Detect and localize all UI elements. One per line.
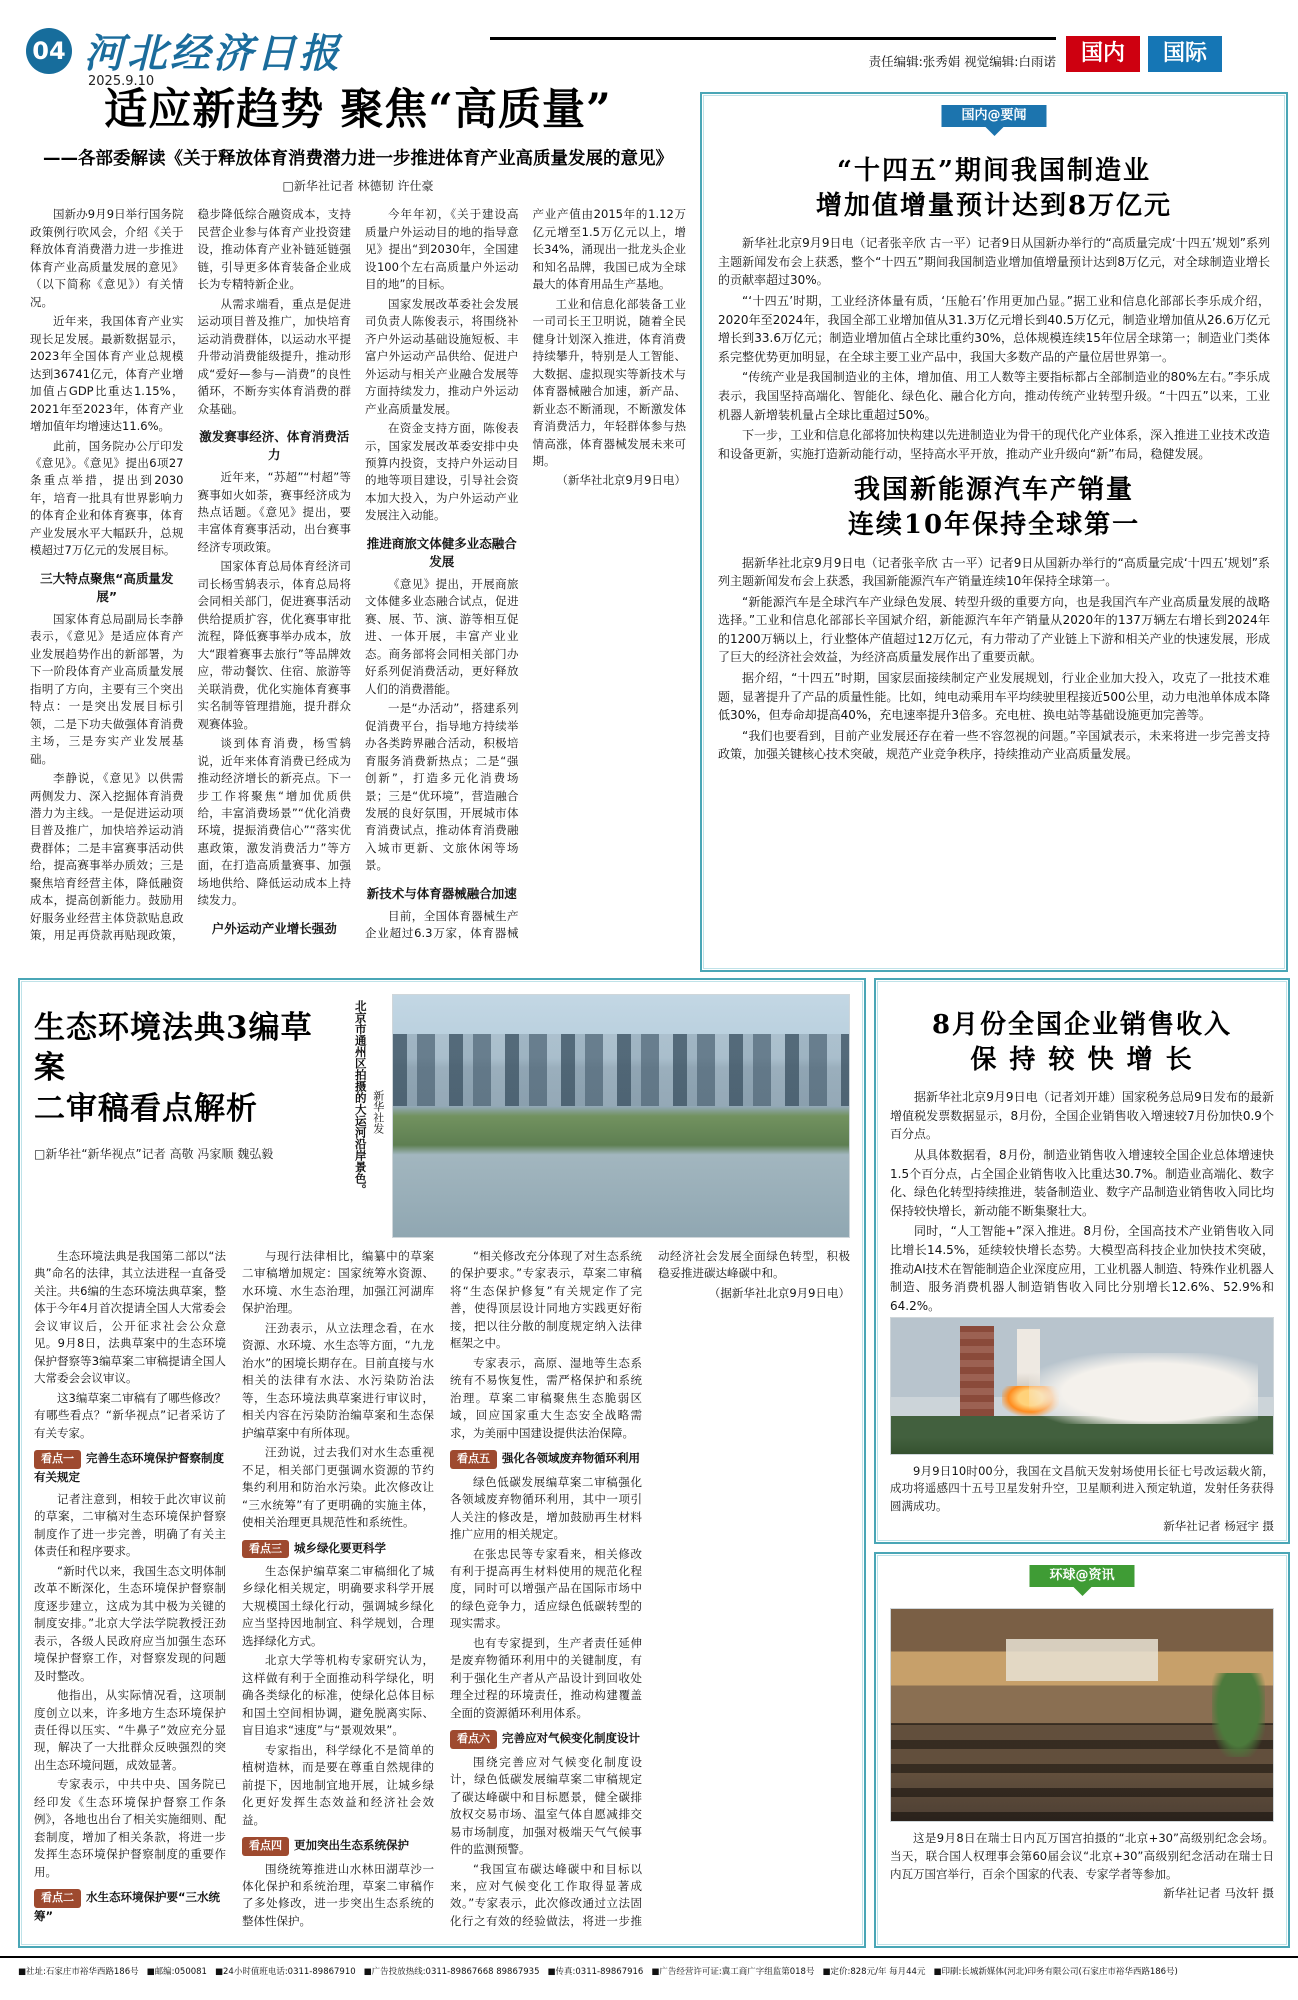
paragraph: 在资金支持方面，陈俊表示，国家发展改革委安排中央预算内投资，支持户外运动目的地等项目建设，引导社会资本加大投入，为户外运动产业发展注入动能。 — [365, 421, 519, 523]
paragraph: “相关修改充分体现了对生态系统的保护要求。”专家表示，草案二审稿将“生态保护修复”有关规定作了完善，使得顶层设计同地方实践更好衔接，把以往分散的制度规定纳入法律框架之中。 — [450, 1249, 642, 1351]
paragraph: 北京大学等机构专家研究认为，这样做有利于全面推动科学绿化，明确各类绿化的标准，使绿化总体目标和国土空间相协调，避免脱离实际、盲目追求“速度”与“景观效果”。 — [242, 1653, 434, 1738]
paragraph: 目前，全国体育器械生产企业超过6.3万家，体育器械产业产值由2015年的1.12万亿元增至1.5万亿元以上，增长34%，涌现出一批龙头企业和知名品牌，我国已成为全球最大的体育用品生产基地。 — [365, 207, 686, 941]
paragraph: 谈到体育消费，杨雪鸫说，近年来体育消费已经成为推动经济增长的新亮点。下一步工作将聚焦“增加优质供给，丰富消费场景”“优化消费环境，提振消费信心”“落实优惠政策，激发消费活力”等方面，在打造高质量赛事、加强场地供给、降低运动成本上持续发力。 — [197, 736, 351, 908]
eco-headline-block — [34, 994, 334, 1238]
marker-title: 更加突出生态系统保护 — [294, 1838, 409, 1853]
lookpoint-marker — [242, 1540, 434, 1559]
marker-title: 完善应对气候变化制度设计 — [502, 1731, 640, 1746]
footer-item: ■邮编:050081 — [146, 1967, 207, 1977]
main-article-body — [30, 206, 686, 952]
marker-label: 看点二 — [34, 1889, 81, 1908]
domestic-news-box — [700, 92, 1288, 972]
lookpoint-marker — [450, 1450, 642, 1469]
eco-byline: □新华社“新华视点”记者 高敬 冯家顺 魏弘毅 — [34, 1146, 274, 1161]
paragraph: 近年来，“苏超”“村超”等赛事如火如荼，赛事经济成为热点话题。《意见》提出，要丰富体育赛事活动，出台赛事经济专项政策。 — [197, 470, 351, 554]
section-subhead: 三大特点聚焦“高质量发展” — [40, 570, 174, 604]
footer-item: ■广告经营许可证:冀工商广字组监第018号 — [651, 1967, 815, 1977]
paragraph: 生态保护编草案二审稿细化了城乡绿化相关规定，明确要求科学开展大规模国土绿化行动，强调城乡绿化应当坚持因地制宜、科学规划，合理选择绿化方式。 — [242, 1564, 434, 1648]
paragraph: 生态环境法典是我国第二部以“法典”命名的法律，其立法进程一直备受关注。共6编的生态环境法典草案，整体于今年4月首次提请全国人大常委会会议审议后，公开征求社会公众意见。9月8日，法典草案中的生态环境保护督察等3编草案二审稿提请全国人大常委会会议审议。 — [34, 1249, 226, 1386]
paragraph: 新华社北京9月9日电（记者张辛欣 古一平）记者9日从国新办举行的“高质量完成‘十四五’规划”系列主题新闻发布会上获悉，整个“十四五”期间我国制造业增加值增量预计达到8万亿元，对全球制造业增长的贡献率超过30%。 — [718, 236, 1270, 288]
paragraph: 专家表示，高原、湿地等生态系统有不易恢复性，需严格保护和系统治理。草案二审稿聚焦生态脆弱区域，回应国家重大生态安全战略需求，为美丽中国建设提供法治保障。 — [450, 1355, 642, 1440]
rocket-caption-block — [890, 1463, 1274, 1534]
paragraph: 《意见》提出，开展商旅文体健多业态融合试点，促进赛、展、节、演、游等相互促进、一体开展，丰富产业业态。商务部将会同相关部门办好系列促消费活动，更好释放人们的消费潜能。 — [365, 576, 519, 696]
title-line: 8月份全国企业销售收入 — [931, 1010, 1233, 1040]
global-info-box — [874, 1552, 1290, 1948]
lookpoint-marker — [450, 1730, 642, 1749]
publication-date: 2025.9.10 — [88, 74, 155, 89]
rocket-launch-photo — [890, 1317, 1274, 1454]
marker-label: 看点一 — [34, 1450, 81, 1469]
main-headline: 适应新趋势 聚焦“高质量” — [104, 85, 612, 135]
paragraph: 与现行法律相比，编纂中的草案二审稿增加规定：国家统筹水资源、水环境、水生态治理，加强江河湖库保护治理。 — [242, 1249, 434, 1316]
paragraph: 专家表示，中共中央、国务院已经印发《生态环境保护督察工作条例》，各地也出台了相关实施细则、配套制度，增加了相关条款，将进一步发挥生态环境保护督察制度的重要作用。 — [34, 1777, 226, 1879]
marker-label: 看点三 — [242, 1540, 289, 1559]
lookpoint-marker — [34, 1889, 226, 1925]
tab-international: 国际 — [1148, 36, 1222, 72]
vertical-caption-strip — [344, 994, 392, 1238]
eco-photo-area — [344, 994, 850, 1238]
main-article — [30, 86, 686, 952]
footer-item: ■24小时值班电话:0311-89867910 — [214, 1967, 356, 1977]
photo-credit: 新华社发 — [371, 1090, 385, 1134]
paragraph: 据介绍，“十四五”时期，国家层面接续制定产业发展规划，行业企业加大投入，攻克了一批技术难题，显著提升了产品的质量性能。比如，纯电动乘用车平均续驶里程接近500公里，动力电池单体成本降低30%，但寿命却提高40%，充电速率提升3倍多。充电桩、换电站等基础设施更加完善等。 — [718, 671, 1270, 723]
section-tabs — [1066, 36, 1222, 72]
title-line: 连续10年保持全球第一 — [847, 510, 1141, 541]
lookpoint-marker — [34, 1450, 226, 1486]
paragraph: “传统产业是我国制造业的主体，增加值、用工人数等主要指标都占全部制造业的80%左右。”李乐成表示，我国坚持高端化、智能化、绿色化、融合化方向，推动传统产业转型升级。“十四五”以来，工业机器人新增装机量占全球比重超过50%。 — [718, 370, 1270, 422]
footer-item: ■印刷:长城新媒体(河北)印务有限公司(石家庄市裕华西路186号) — [933, 1967, 1178, 1977]
marker-title: 完善生态环境保护督察制度有关规定 — [34, 1451, 224, 1484]
photo-credit: 新华社记者 马汝轩 摄 — [1163, 1886, 1274, 1901]
badge-label: 国内@要闻 — [941, 105, 1046, 127]
paragraph: 也有专家提到，生产者责任延伸是废弃物循环利用中的关键制度，有利于强化生产者从产品设计到回收处理全过程的环境责任，推动构建覆盖全面的资源循环利用体系。 — [450, 1635, 642, 1720]
marker-title: 城乡绿化要更科学 — [294, 1540, 386, 1555]
paragraph: 围绕统筹推进山水林田湖草沙一体化保护和系统治理，草案二审稿作了多处修改，进一步突出生态系统的整体性保护。 — [242, 1861, 434, 1928]
footer-item: ■广告投放热线:0311-89867668 89867935 — [363, 1967, 540, 1977]
footer-item: ■定价:828元/年 每月44元 — [822, 1967, 926, 1977]
marker-label: 看点六 — [450, 1730, 497, 1749]
article-title — [718, 473, 1270, 543]
footer-item: ■传真:0311-89867916 — [547, 1967, 644, 1977]
paragraph: 工业和信息化部装备工业一司司长王卫明说，随着全民健身计划深入推进，体育消费持续攀升，特别是人工智能、大数据、虚拟现实等新技术与体育器械融合加速，新产品、新业态不断涌现，不断激发体育消费活力，年轻群体参与热情高涨，体育器械发展未来可期。 — [532, 296, 686, 468]
article-title — [890, 1008, 1274, 1078]
photo-caption: 9月9日10时00分，我国在文昌航天发射场使用长征七号改运载火箭，成功将遥感四十五号卫星发射升空，卫星顺利进入预定轨道，发射任务获得圆满成功。 — [890, 1463, 1274, 1514]
paragraph: 围绕完善应对气候变化制度设计，绿色低碳发展编草案二审稿规定了碳达峰碳中和目标愿景，健全碳排放权交易市场、温室气体自愿减排交易市场制度，加强对极端天气气候事件的监测预警。 — [450, 1754, 642, 1857]
article-body — [890, 1088, 1274, 1315]
eco-article-body — [34, 1248, 850, 1934]
paragraph: 这3编草案二审稿有了哪些修改？有哪些看点？“新华视点”记者采访了有关专家。 — [34, 1390, 226, 1440]
paragraph: 据新华社北京9月9日电（记者刘开雄）国家税务总局9日发布的最新增值税发票数据显示，8月份，全国企业销售收入增速较7月份加快0.9个百分点。 — [890, 1090, 1274, 1142]
headline-line: 二审稿看点解析 — [34, 1090, 258, 1127]
newspaper-masthead: 河北经济日报 — [84, 30, 342, 77]
paragraph: “新时代以来，我国生态文明体制改革不断深化，生态环境保护督察制度逐步建立，这成为其中极为关键的制度安排。”北京大学法学院教授汪劲表示，各级人民政府应当加强生态环境保护督察工作，对督察发现的问题及时整改。 — [34, 1563, 226, 1683]
editors-line: 责任编辑:张秀娟 视觉编辑:白雨诺 — [868, 54, 1056, 69]
marker-title: 强化各领域废弃物循环利用 — [502, 1451, 640, 1466]
page-footer — [0, 1956, 1298, 2000]
page-number-badge: 04 — [26, 28, 72, 74]
badge-label: 环球@资讯 — [1029, 1565, 1134, 1587]
article-title — [718, 154, 1270, 224]
headline-line: 生态环境法典3编草案 — [34, 1010, 313, 1087]
paragraph: 下一步，工业和信息化部将加快构建以先进制造业为骨干的现代化产业体系，深入推进工业技术改造和设备更新，实施打造新动能行动，坚持高水平开放，推动产业升级向“新”布局，稳健发展。 — [718, 428, 1271, 461]
paragraph: 同时，“人工智能+”深入推进。8月份，全国高技术产业销售收入同比增长14.5%，延续较快增长态势。大模型高科技企业加快技术突破，推动AI技术在智能制造企业深度应用，工业机器人制造、特殊作业机器人制造、服务消费机器人制造销售收入同比分别增长12.6%、52.9%和64.2%。 — [890, 1224, 1274, 1313]
launch-tower-shape — [960, 1326, 994, 1415]
paragraph: “我国宣布碳达峰碳中和目标以来，应对气候变化工作取得显著成效。”专家表示，此次修改通过立法固化行之有效的经验做法，将进一步推动经济社会发展全面绿色转型，积极稳妥推进碳达峰碳中和。 — [450, 1249, 850, 1928]
lookpoint-marker — [242, 1837, 434, 1856]
smoke-shape — [1029, 1353, 1258, 1423]
eco-article-header — [34, 994, 850, 1238]
section-subhead: 户外运动产业增长强劲 — [211, 920, 337, 936]
footer-item: ■社址:石家庄市裕华西路186号 — [18, 1967, 139, 1977]
article-endnote: （新华社北京9月9日电） — [556, 473, 686, 488]
paragraph: 从具体数据看，8月份，制造业销售收入增速较全国企业总体增速快1.5个百分点，占全国企业销售收入比重达30.7%。制造业高端化、数字化、绿色化转型持续推进，装备制造业、数字产品制造业销售收入同比均保持较快增长，新动能不断集聚壮大。 — [890, 1147, 1275, 1218]
article-endnote: （据新华社北京9月9日电） — [708, 1285, 850, 1300]
paragraph: 从需求端看，重点是促进运动项目普及推广，加快培育运动消费群体，以运动水平提升带动消费能级提升，推动形成“爱好—参与—消费”的良性循环，不断夯实体育消费的群众基础。 — [197, 296, 351, 416]
city-skyline-shape — [393, 1034, 849, 1107]
paragraph: 一是“办活动”，搭建系列促消费平台，指导地方持续举办各类跨界融合活动，积极培育服务消费新热点；二是“强创新”，打造多元化消费场景；三是“优环境”，营造融合发展的良好氛围，开展城市体育消费试点，推动体育消费融入城市更新、文旅休闲等场景。 — [365, 701, 519, 873]
screen-shape — [1006, 1639, 1159, 1681]
section-subhead: 推进商旅文体健多业态融合发展 — [366, 535, 517, 569]
article-body — [718, 554, 1270, 765]
conference-photo — [890, 1608, 1274, 1822]
paragraph: 今年年初，《关于建设高质量户外运动目的地的指导意见》提出“到2030年，全国建设100个左右高质量户外运动目的地”的目标。 — [365, 207, 519, 292]
article-body — [718, 234, 1270, 463]
paragraph: 国家体育总局副局长李静表示，《意见》是适应体育产业发展趋势作出的新部署，为下一阶段体育产业高质量发展指明了方向，主要有三个突出特点：一是突出发展目标引领，二是下功夫做强体育消费主场，三是夯实产业发展基础。 — [30, 611, 184, 766]
marker-title: 水生态环境保护要“三水统筹” — [34, 1890, 221, 1923]
paragraph: 据新华社北京9月9日电（记者张辛欣 古一平）记者9日从国新办举行的“高质量完成‘十四五’规划”系列主题新闻发布会上获悉，我国新能源汽车产销量连续10年保持全球第一。 — [718, 555, 1270, 589]
conference-caption-block — [890, 1830, 1274, 1901]
plant-shape — [1212, 1673, 1265, 1758]
marker-label: 看点四 — [242, 1837, 289, 1856]
photo-credit: 新华社记者 杨冠宇 摄 — [1163, 1519, 1274, 1533]
paragraph: “我们也要看到，目前产业发展还存在着一些不容忽视的问题。”辛国斌表示，未来将进一步完善支持政策，加强关键核心技术突破，规范产业竞争秩序，持续推动产业高质量发展。 — [718, 728, 1270, 762]
paragraph: 汪劲表示，从立法理念看，在水资源、水环境、水生态等方面，“九龙治水”的困境长期存在。目前直接与水相关的法律有水法、水污染防治法等，生态环境法典草案进行审议时，相关内容在污染防治编草案和生态保护编草案中有所体现。 — [242, 1320, 434, 1440]
paragraph: “新能源汽车是全球汽车产业绿色发展、转型升级的重要方向，也是我国汽车产业高质量发展的战略选择。”工业和信息化部部长辛国斌介绍，新能源汽车年产销量从2020年的137万辆左右增长到2024年的1200万辆以上，行业整体产值超过12万亿元，有力带动了产业链上下游和相关产业的快速发展，形成了巨大的经济社会效益，为经济高质量发展作出了重要贡献。 — [718, 594, 1270, 665]
paragraph: 汪劲说，过去我们对水生态重视不足，相关部门更强调水资源的节约集约利用和防治水污染。此次修改让“三水统筹”有了更明确的实施主体，使相关治理更具规范性和系统性。 — [242, 1445, 434, 1530]
paragraph: “‘十四五’时期，工业经济体量有质，‘压舱石’作用更加凸显。”据工业和信息化部部长李乐成介绍，2020年至2024年，我国全部工业增加值从31.3万亿元增长到40.5万亿元，制造业增加值从26.6万亿元增长到33.6万亿元；制造业增加值占全球比重约30%，总体规模连续15年位居全球第一；制造业门类体系完整优势更加明显，在全球主要工业产品中，我国大多数产品的产量位居世界第一。 — [718, 293, 1270, 364]
tab-domestic: 国内 — [1066, 36, 1140, 72]
paragraph: 近年来，我国体育产业实现长足发展。最新数据显示，2023年全国体育产业总规模达到36741亿元，体育产业增加值占GDP比重达1.15%，2021年至2023年，体育产业增加值年均增速达11.6%。 — [30, 314, 184, 434]
marker-label: 看点五 — [450, 1450, 497, 1469]
paragraph: 记者注意到，相较于此次审议前的草案，二审稿对生态环境保护督察制度作了进一步完善，明确了有关主体责任和程序要求。 — [34, 1491, 226, 1559]
title-line: 增加值增量预计达到8万亿元 — [815, 191, 1173, 222]
paragraph: 在张忠民等专家看来，相关修改有利于提高再生材料使用的规范化程度，同时可以增强产品在国际市场中的绿色竞争力，适应绿色低碳转型的现实需求。 — [450, 1546, 642, 1631]
title-line: “十四五”期间我国制造业 — [837, 156, 1151, 186]
paragraph: 国新办9月9日举行国务院政策例行吹风会，介绍《关于释放体育消费潜力进一步推进体育产业高质量发展的意见》（以下简称《意见》）有关情况。 — [30, 207, 184, 309]
main-subtitle: ——各部委解读《关于释放体育消费潜力进一步推进体育产业高质量发展的意见》 — [43, 149, 673, 170]
canal-city-photo — [392, 994, 850, 1238]
paragraph: 李静说，《意见》以供需两侧发力、深入挖掘体育消费潜力为主线。一是促进运动项目普及推广，加快培养运动消费群体；二是丰富赛事活动供给，提高赛事举办质效；三是聚焦培育经营主体，降低融资成本，提高创新能力。鼓励用好服务业经营主体贷款贴息政策，用足再贷款再贴现政策，稳步降低综合融资成本，支持民营企业参与体育产业投资建设，推动体育产业补链延链强链，引导更多体育装备企业成长为专精特新企业。 — [30, 207, 351, 943]
title-line: 我国新能源汽车产销量 — [853, 475, 1134, 506]
paragraph: 此前，国务院办公厅印发《意见》。《意见》提出6项27条重点举措，提出到2030年，培育一批具有世界影响力的体育企业和体育赛事，体育产业发展水平大幅跃升，总规模超过7万亿元的发展目标。 — [30, 438, 184, 558]
article-manufacturing — [718, 154, 1270, 463]
global-info-badge — [1029, 1564, 1134, 1587]
sales-article-box — [874, 978, 1290, 1544]
eco-headline — [34, 1008, 334, 1129]
paragraph: 国家体育总局体育经济司司长杨雪鸫表示，体育总局将会同相关部门，促进赛事活动供给提质扩容，优化赛事审批流程，降低赛事举办成本，放大“跟着赛事去旅行”等品牌效应，带动餐饮、住宿、旅游等关联消费，优化实施体育赛事实名制等管理措施，提升群众观赛体验。 — [197, 559, 351, 731]
paragraph: 他指出，从实际情况看，这项制度创立以来，许多地方生态环境保护责任得以压实、“牛鼻子”效应充分显现，解决了一大批群众反映强烈的突出生态环境问题，成效显著。 — [34, 1688, 226, 1772]
paragraph: 专家指出，科学绿化不是简单的植树造林，而是要在尊重自然规律的前提下，因地制宜地开展，让城乡绿化更好发挥生态效益和经济社会效益。 — [242, 1742, 434, 1827]
domestic-news-badge — [941, 104, 1046, 127]
header-rule — [490, 37, 1056, 40]
paragraph: 绿色低碳发展编草案二审稿强化各领域废弃物循环利用，其中一项引人关注的修改是，增加鼓励再生材料推广应用的相关规定。 — [450, 1474, 642, 1542]
main-byline: □新华社记者 林德韧 许仕豪 — [282, 179, 434, 194]
eco-law-article-box — [18, 978, 866, 1948]
photo-caption: 北京市通州区拍摄的大运河沿岸景色。 — [353, 1000, 368, 1196]
article-nev — [718, 473, 1270, 764]
title-line: 保 持 较 快 增 长 — [970, 1045, 1194, 1076]
section-subhead: 新技术与体育器械融合加速 — [366, 885, 517, 901]
paragraph: 国家发展改革委社会发展司负责人陈俊表示，将围绕补齐户外运动基础设施短板、丰富户外运动产品供给、促进户外运动与相关产业融合发展等方面持续发力，推动户外运动产业高质量发展。 — [365, 296, 519, 416]
article-sales — [890, 998, 1274, 1317]
section-subhead: 激发赛事经济、体育消费活力 — [199, 429, 350, 463]
photo-caption: 这是9月8日在瑞士日内瓦万国宫拍摄的“北京+30”高级别纪念会场。当天，联合国人权理事会第60届会议“北京+30”高级别纪念活动在瑞士日内瓦万国宫举行，百余个国家的代表、专家学者等参加。 — [890, 1831, 1274, 1881]
